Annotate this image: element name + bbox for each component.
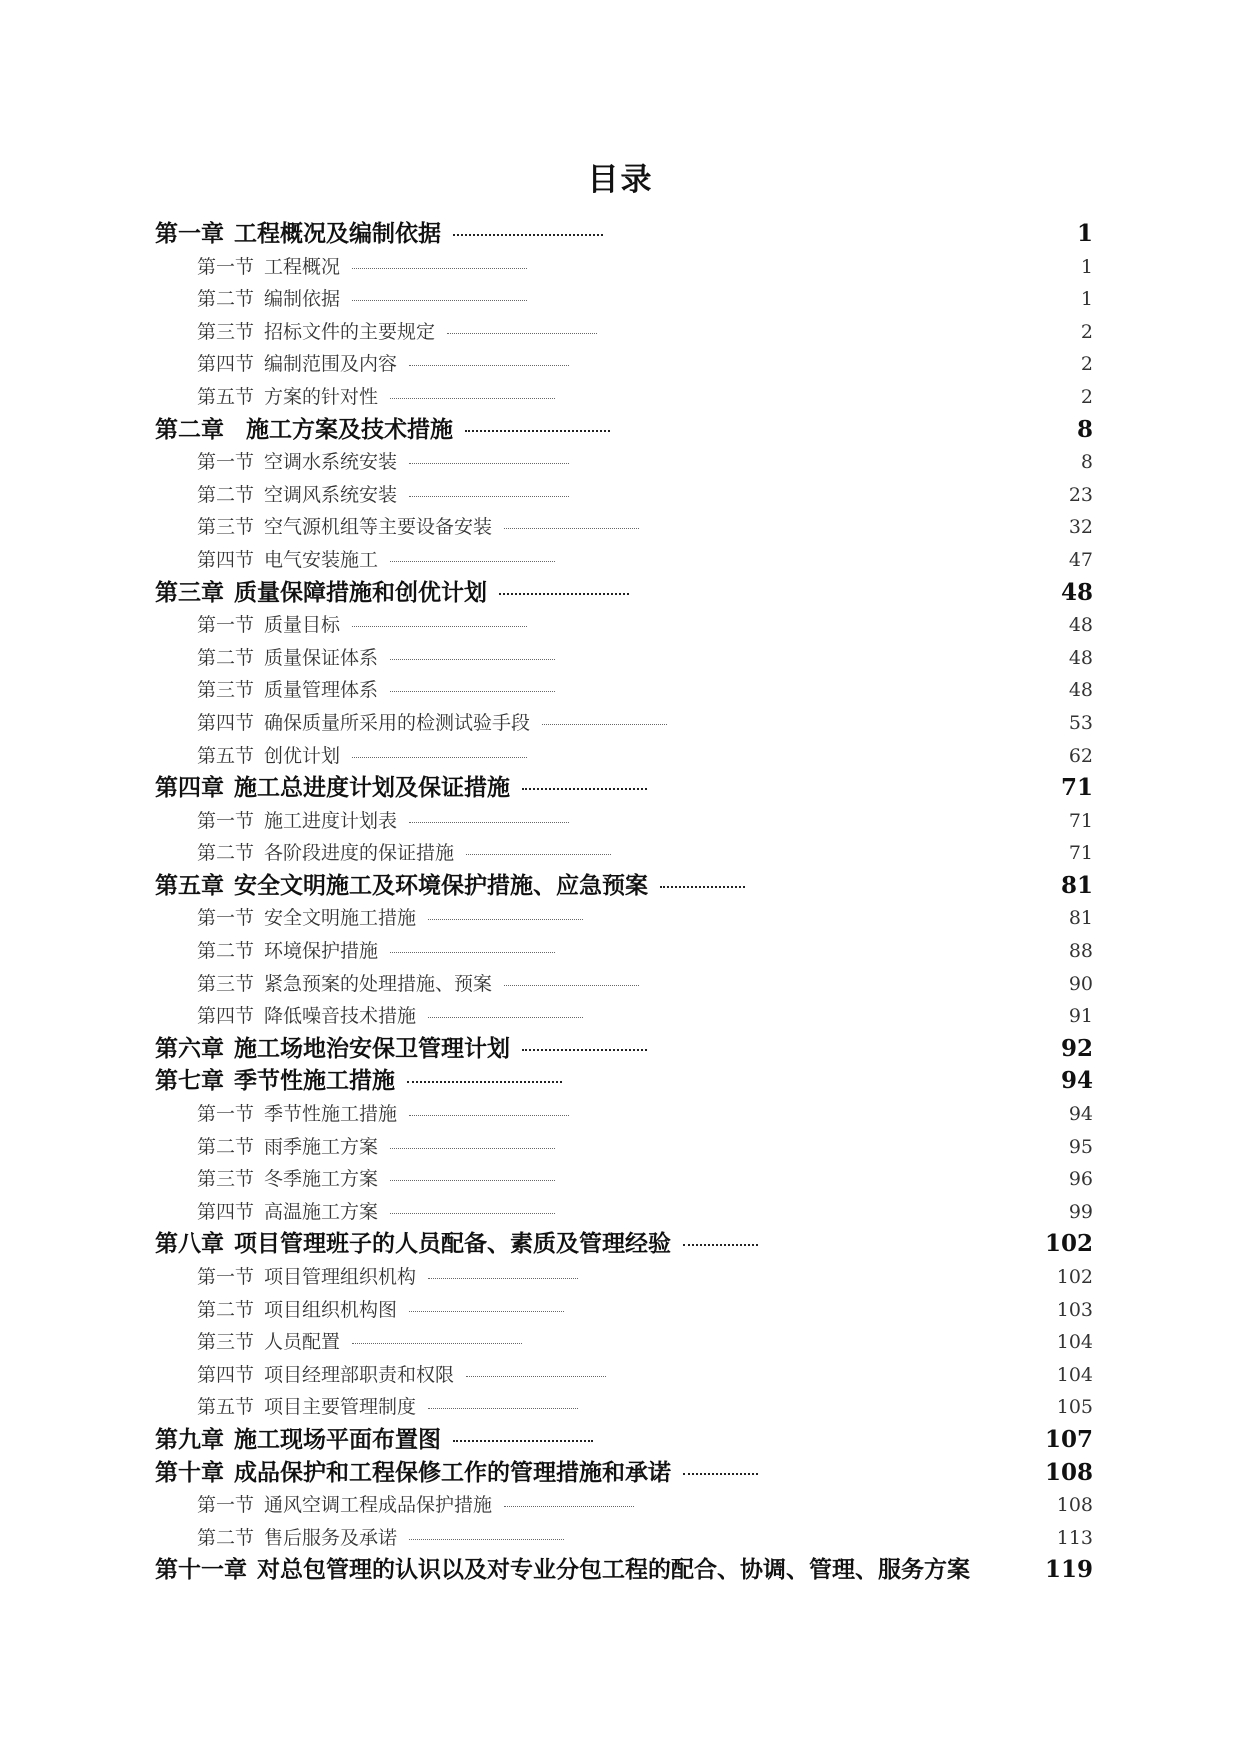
toc-entry-label	[155, 870, 745, 903]
toc-entry-title: 施工进度计划表	[264, 809, 398, 832]
toc-entry-label	[155, 1065, 562, 1098]
dot-leader	[409, 496, 569, 497]
toc-entry-label	[155, 772, 647, 805]
toc-entry-label	[197, 283, 527, 316]
toc-entry-label	[197, 381, 555, 414]
toc-section-entry[interactable]	[155, 283, 1093, 316]
toc-entry-title: 空气源机组等主要设备安装	[264, 516, 493, 539]
toc-section-entry[interactable]	[155, 1131, 1093, 1164]
toc-entry-number: 第四节	[197, 548, 255, 571]
toc-entry-label	[197, 1098, 569, 1131]
toc-entry-number: 第二节	[197, 646, 255, 669]
toc-section-entry[interactable]	[155, 1294, 1093, 1327]
dot-leader	[466, 854, 611, 855]
toc-section-entry[interactable]	[155, 968, 1093, 1001]
toc-section-entry[interactable]	[155, 674, 1093, 707]
toc-entry-number: 第七章	[155, 1067, 224, 1095]
dot-leader	[352, 1343, 522, 1344]
toc-section-entry[interactable]	[155, 740, 1093, 773]
dot-leader	[390, 1213, 555, 1214]
toc-section-entry[interactable]	[155, 902, 1093, 935]
toc-entry-title: 项目主要管理制度	[264, 1396, 417, 1419]
toc-chapter-entry[interactable]	[155, 414, 1093, 447]
toc-entry-number: 第三节	[197, 679, 255, 702]
toc-entry-number: 第三节	[197, 972, 255, 995]
toc-entry-label	[155, 218, 603, 251]
toc-entry-title: 雨季施工方案	[264, 1135, 379, 1158]
toc-entry-label	[197, 935, 555, 968]
dot-leader	[409, 822, 569, 823]
toc-entry-number: 第五章	[155, 871, 224, 899]
dot-leader	[409, 463, 569, 464]
toc-entry-title: 质量目标	[264, 614, 341, 637]
toc-page-number: 92	[1060, 1034, 1093, 1062]
dot-leader	[409, 1115, 569, 1116]
toc-entry-title: 售后服务及承诺	[264, 1526, 398, 1549]
toc-entry-title: 成品保护和工程保修工作的管理措施和承诺	[234, 1458, 671, 1486]
toc-entry-title: 工程概况	[264, 255, 341, 278]
toc-entry-number: 第三节	[197, 320, 255, 343]
toc-entry-title: 项目管理班子的人员配备、素质及管理经验	[234, 1230, 671, 1258]
toc-entry-label	[197, 642, 555, 675]
dot-leader	[390, 952, 555, 953]
toc-section-entry[interactable]	[155, 1196, 1093, 1229]
dot-leader	[453, 1440, 593, 1442]
toc-entry-number: 第十一章	[155, 1556, 247, 1584]
toc-entry-number: 第四节	[197, 1200, 255, 1223]
toc-entry-number: 第二节	[197, 483, 255, 506]
toc-entry-label	[197, 1196, 555, 1229]
toc-entry-number: 第四节	[197, 711, 255, 734]
toc-entry-number: 第一节	[197, 451, 255, 474]
toc-entry-title: 安全文明施工措施	[264, 907, 417, 930]
dot-leader	[390, 561, 555, 562]
toc-entry-label	[197, 1294, 564, 1327]
table-of-contents	[155, 218, 1093, 1587]
toc-entry-number: 第一节	[197, 255, 255, 278]
toc-page-number: 2	[1080, 385, 1093, 408]
toc-entry-title: 环境保护措施	[264, 940, 379, 963]
toc-entry-label	[197, 479, 569, 512]
toc-entry-title: 空调水系统安装	[264, 451, 398, 474]
toc-entry-title: 人员配置	[264, 1331, 341, 1354]
toc-entry-title: 季节性施工措施	[234, 1067, 395, 1095]
toc-section-entry[interactable]	[155, 1522, 1093, 1555]
toc-entry-label	[197, 316, 597, 349]
toc-page-number: 94	[1060, 1067, 1093, 1095]
toc-entry-number: 第二节	[197, 288, 255, 311]
toc-section-entry[interactable]	[155, 316, 1093, 349]
toc-section-entry[interactable]	[155, 642, 1093, 675]
dot-leader	[390, 691, 555, 692]
toc-section-entry[interactable]	[155, 544, 1093, 577]
toc-entry-label	[155, 1424, 593, 1457]
toc-section-entry[interactable]	[155, 935, 1093, 968]
toc-entry-number: 第一节	[197, 1103, 255, 1126]
toc-page-number: 103	[1056, 1298, 1093, 1321]
toc-entry-title: 紧急预案的处理措施、预案	[264, 972, 493, 995]
toc-page-number: 96	[1068, 1168, 1093, 1191]
dot-leader	[683, 1473, 758, 1475]
dot-leader	[542, 724, 667, 725]
toc-entry-title: 冬季施工方案	[264, 1168, 379, 1191]
dot-leader	[465, 430, 610, 432]
toc-page-number: 81	[1068, 907, 1093, 930]
toc-entry-label	[155, 1457, 758, 1490]
dot-leader	[352, 757, 527, 758]
dot-leader	[522, 788, 647, 790]
toc-entry-title: 招标文件的主要规定	[264, 320, 436, 343]
toc-entry-label	[197, 348, 569, 381]
dot-leader	[409, 365, 569, 366]
toc-entry-number: 第五节	[197, 744, 255, 767]
toc-entry-title: 施工方案及技术措施	[246, 415, 453, 443]
toc-entry-label	[155, 1228, 758, 1261]
toc-entry-label	[197, 251, 527, 284]
toc-entry-number: 第四节	[197, 1363, 255, 1386]
toc-entry-number: 第二节	[197, 1135, 255, 1158]
toc-chapter-entry[interactable]	[155, 1554, 1093, 1587]
toc-entry-label	[197, 902, 583, 935]
toc-page-number: 107	[1044, 1425, 1093, 1453]
toc-section-entry[interactable]	[155, 1359, 1093, 1392]
toc-chapter-entry[interactable]	[155, 1228, 1093, 1261]
toc-entry-number: 第五节	[197, 1396, 255, 1419]
toc-entry-number: 第三节	[197, 516, 255, 539]
toc-section-entry[interactable]	[155, 609, 1093, 642]
dot-leader	[428, 1278, 578, 1279]
toc-entry-number: 第五节	[197, 385, 255, 408]
toc-chapter-entry[interactable]	[155, 1065, 1093, 1098]
dot-leader	[499, 593, 629, 595]
toc-section-entry[interactable]	[155, 1261, 1093, 1294]
toc-entry-title: 施工现场平面布置图	[234, 1425, 441, 1453]
toc-page-number: 8	[1076, 415, 1093, 443]
dot-leader	[407, 1081, 562, 1083]
toc-entry-number: 第一节	[197, 907, 255, 930]
toc-section-entry[interactable]	[155, 1326, 1093, 1359]
toc-entry-title: 创优计划	[264, 744, 341, 767]
toc-entry-label	[197, 1522, 564, 1555]
toc-entry-title: 项目组织机构图	[264, 1298, 398, 1321]
toc-entry-title: 电气安装施工	[264, 548, 379, 571]
dot-leader	[409, 1311, 564, 1312]
toc-entry-label	[197, 1359, 606, 1392]
toc-page-number: 91	[1068, 1005, 1093, 1028]
toc-page-number: 113	[1056, 1526, 1093, 1549]
toc-entry-title: 确保质量所采用的检测试验手段	[264, 711, 531, 734]
toc-entry-number: 第三节	[197, 1331, 255, 1354]
toc-page-number: 8	[1080, 451, 1093, 474]
toc-section-entry[interactable]	[155, 446, 1093, 479]
toc-page-number: 1	[1080, 255, 1093, 278]
toc-page-number: 102	[1044, 1230, 1093, 1258]
toc-chapter-entry[interactable]	[155, 772, 1093, 805]
toc-entry-label	[155, 577, 629, 610]
toc-entry-label	[197, 1000, 583, 1033]
toc-entry-title: 质量保障措施和创优计划	[234, 578, 487, 606]
toc-page-number: 99	[1068, 1200, 1093, 1223]
toc-section-entry[interactable]	[155, 251, 1093, 284]
toc-entry-title: 施工场地治安保卫管理计划	[234, 1034, 510, 1062]
toc-page-number: 32	[1068, 516, 1093, 539]
toc-entry-title: 空调风系统安装	[264, 483, 398, 506]
toc-entry-number: 第一节	[197, 809, 255, 832]
toc-entry-title: 项目管理组织机构	[264, 1266, 417, 1288]
toc-entry-label	[197, 707, 667, 740]
toc-section-entry[interactable]	[155, 1163, 1093, 1196]
toc-entry-label	[197, 1326, 522, 1359]
toc-entry-title: 质量保证体系	[264, 646, 379, 669]
toc-page-number: 47	[1068, 548, 1093, 571]
toc-section-entry[interactable]	[155, 837, 1093, 870]
toc-entry-number: 第二节	[197, 1526, 255, 1549]
toc-section-entry[interactable]	[155, 1489, 1093, 1522]
dot-leader	[390, 398, 555, 399]
toc-entry-label	[197, 1391, 578, 1424]
toc-page-number: 1	[1076, 220, 1093, 247]
toc-entry-label	[155, 1554, 970, 1587]
dot-leader	[466, 1376, 606, 1377]
toc-page-number: 104	[1056, 1331, 1093, 1354]
toc-section-entry[interactable]	[155, 479, 1093, 512]
toc-entry-label	[197, 609, 527, 642]
dot-leader	[409, 1539, 564, 1540]
toc-page-number: 71	[1068, 842, 1093, 865]
toc-chapter-entry[interactable]	[155, 218, 1093, 251]
toc-entry-label	[155, 1033, 647, 1066]
toc-entry-label	[197, 805, 569, 838]
toc-entry-number: 第二节	[197, 1298, 255, 1321]
dot-leader	[453, 234, 603, 236]
toc-entry-label	[197, 1163, 555, 1196]
toc-chapter-entry[interactable]	[155, 1457, 1093, 1490]
toc-entry-number: 第十章	[155, 1458, 224, 1486]
dot-leader	[390, 1180, 555, 1181]
toc-page-number: 104	[1056, 1363, 1093, 1386]
toc-page-number: 23	[1068, 483, 1093, 506]
toc-chapter-entry[interactable]	[155, 1424, 1093, 1457]
toc-page-number: 48	[1068, 614, 1093, 637]
toc-entry-label	[155, 414, 610, 447]
dot-leader	[352, 268, 527, 269]
page-title: 目录	[587, 162, 654, 198]
toc-entry-title: 方案的针对性	[264, 385, 379, 408]
dot-leader	[428, 1408, 578, 1409]
toc-section-entry[interactable]	[155, 707, 1093, 740]
toc-entry-label	[197, 544, 555, 577]
toc-page-number: 53	[1068, 711, 1093, 734]
toc-entry-label	[197, 511, 639, 544]
toc-entry-label	[197, 446, 569, 479]
toc-entry-title: 高温施工方案	[264, 1200, 379, 1223]
toc-entry-number: 第四章	[155, 774, 224, 802]
dot-leader	[504, 1506, 634, 1507]
toc-page-number: 108	[1044, 1458, 1093, 1486]
toc-entry-number: 第一节	[197, 1494, 255, 1517]
toc-page-number: 81	[1060, 871, 1093, 899]
toc-entry-number: 第二节	[197, 940, 255, 963]
toc-page-number: 1	[1080, 288, 1093, 311]
toc-entry-title: 编制依据	[264, 288, 341, 311]
toc-page-number: 105	[1056, 1396, 1093, 1419]
toc-chapter-entry[interactable]	[155, 577, 1093, 610]
toc-chapter-entry[interactable]	[155, 1033, 1093, 1066]
toc-page-number: 119	[1044, 1556, 1093, 1584]
toc-page-number: 102	[1056, 1266, 1093, 1288]
toc-entry-label	[197, 1131, 555, 1164]
dot-leader	[352, 626, 527, 627]
toc-entry-title: 季节性施工措施	[264, 1103, 398, 1126]
dot-leader	[504, 528, 639, 529]
toc-page-number: 48	[1068, 646, 1093, 669]
toc-section-entry[interactable]	[155, 805, 1093, 838]
toc-page-number: 108	[1056, 1494, 1093, 1517]
toc-entry-label	[197, 1261, 578, 1294]
toc-page-number: 90	[1068, 972, 1093, 995]
dot-leader	[522, 1049, 647, 1051]
toc-section-entry[interactable]	[155, 1098, 1093, 1131]
dot-leader	[390, 1148, 555, 1149]
toc-entry-number: 第二节	[197, 842, 255, 865]
toc-entry-label	[197, 674, 555, 707]
toc-entry-label	[197, 968, 639, 1001]
toc-section-entry[interactable]	[155, 511, 1093, 544]
toc-section-entry[interactable]	[155, 381, 1093, 414]
dot-leader	[428, 1017, 583, 1018]
toc-section-entry[interactable]	[155, 348, 1093, 381]
dot-leader	[352, 300, 527, 301]
toc-page-number: 2	[1080, 320, 1093, 343]
toc-chapter-entry[interactable]	[155, 870, 1093, 903]
toc-entry-title: 施工总进度计划及保证措施	[234, 774, 510, 802]
dot-leader	[504, 985, 639, 986]
toc-page-number: 88	[1068, 940, 1093, 963]
toc-entry-title: 安全文明施工及环境保护措施、应急预案	[234, 871, 648, 899]
dot-leader	[428, 919, 583, 920]
toc-entry-number: 第四节	[197, 1005, 255, 1028]
toc-entry-title: 通风空调工程成品保护措施	[264, 1494, 493, 1517]
toc-page-number: 95	[1068, 1135, 1093, 1158]
dot-leader	[447, 333, 597, 334]
toc-entry-title: 对总包管理的认识以及对专业分包工程的配合、协调、管理、服务方案	[257, 1556, 970, 1584]
toc-entry-title: 项目经理部职责和权限	[264, 1363, 455, 1386]
toc-page-number: 2	[1080, 353, 1093, 376]
dot-leader	[660, 886, 745, 888]
dot-leader	[683, 1244, 758, 1246]
toc-entry-number: 第一章	[155, 220, 224, 247]
toc-entry-number: 第一节	[197, 1266, 255, 1288]
toc-entry-title: 各阶段进度的保证措施	[264, 842, 455, 865]
toc-page-number: 71	[1068, 809, 1093, 832]
toc-page-number: 62	[1068, 744, 1093, 767]
toc-entry-title: 质量管理体系	[264, 679, 379, 702]
toc-entry-number: 第六章	[155, 1034, 224, 1062]
toc-entry-number: 第三节	[197, 1168, 255, 1191]
toc-page-number: 48	[1068, 679, 1093, 702]
toc-entry-title: 编制范围及内容	[264, 353, 398, 376]
toc-page-number: 71	[1060, 774, 1093, 802]
toc-page-number: 94	[1068, 1103, 1093, 1126]
toc-entry-title: 工程概况及编制依据	[234, 220, 441, 247]
toc-entry-label	[197, 1489, 634, 1522]
toc-section-entry[interactable]	[155, 1000, 1093, 1033]
toc-entry-number: 第八章	[155, 1230, 224, 1258]
toc-section-entry[interactable]	[155, 1391, 1093, 1424]
toc-entry-number: 第一节	[197, 614, 255, 637]
toc-entry-number: 第三章	[155, 578, 224, 606]
dot-leader	[390, 659, 555, 660]
toc-entry-number: 第九章	[155, 1425, 224, 1453]
toc-entry-title: 降低噪音技术措施	[264, 1005, 417, 1028]
toc-entry-number: 第二章	[155, 415, 224, 443]
toc-entry-label	[197, 740, 527, 773]
toc-entry-number: 第四节	[197, 353, 255, 376]
toc-page-number: 48	[1060, 578, 1093, 606]
toc-entry-label	[197, 837, 611, 870]
